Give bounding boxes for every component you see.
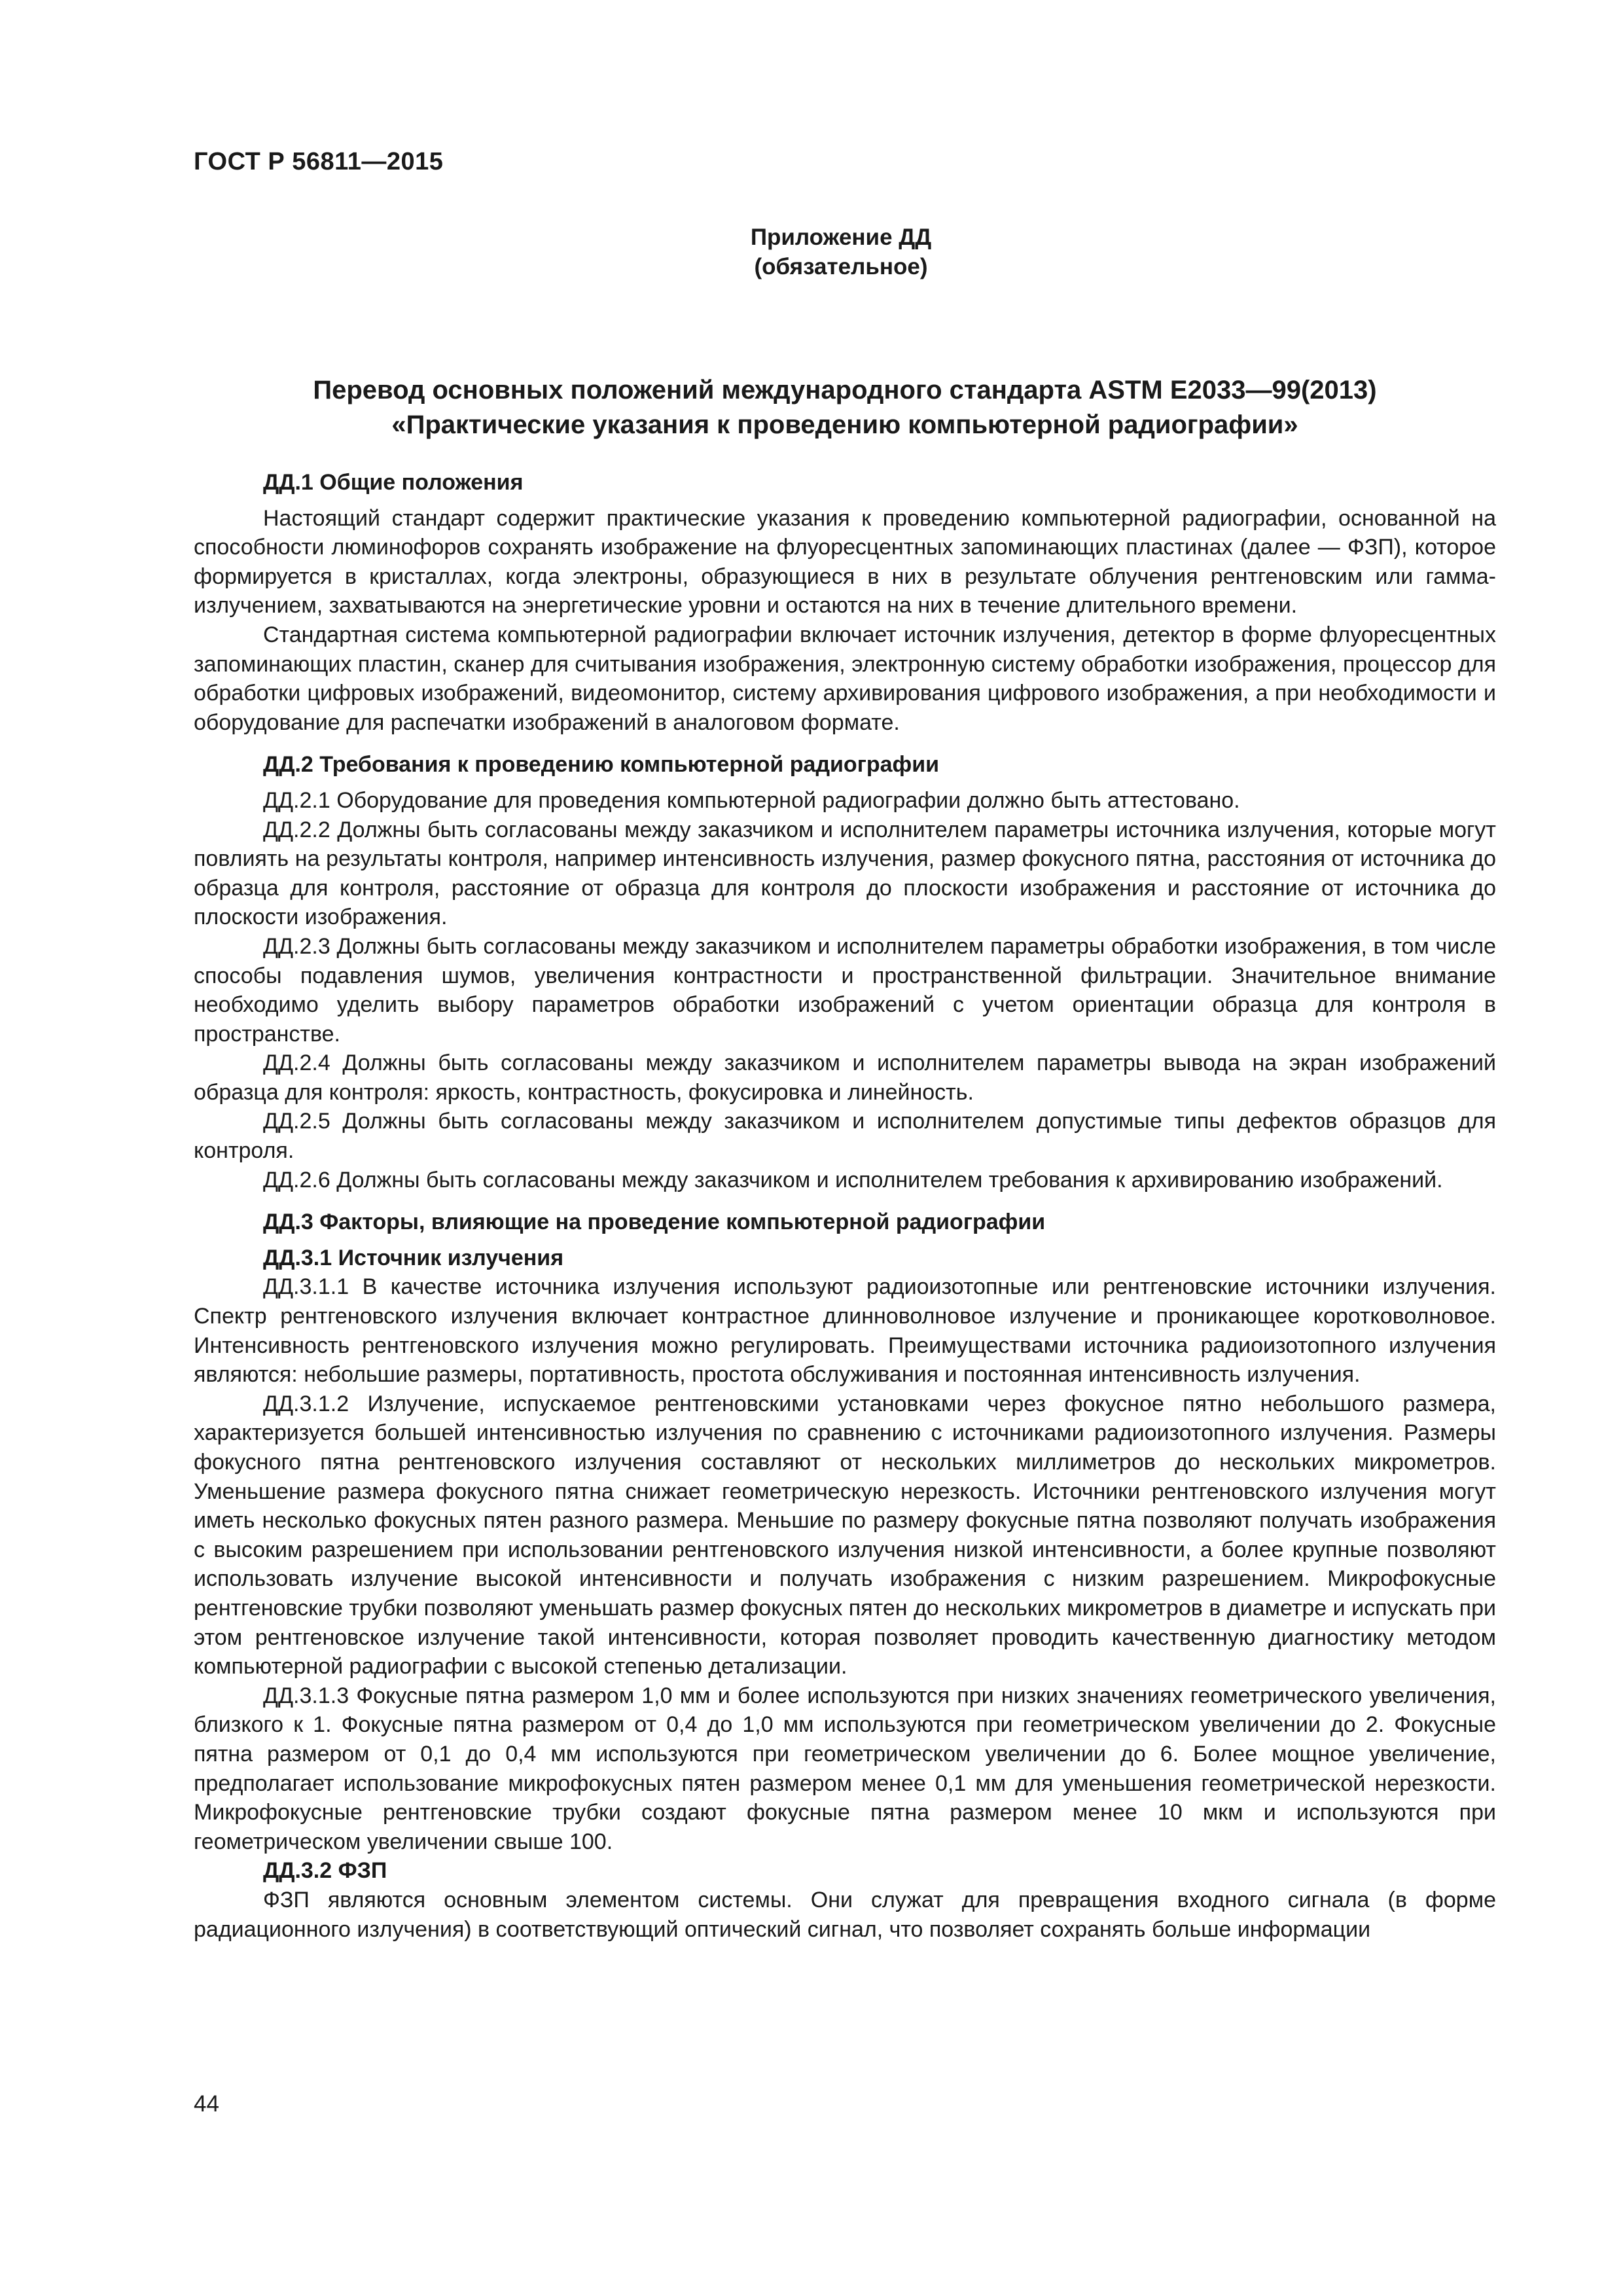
paragraph: ДД.3.1.3 Фокусные пятна размером 1,0 мм и более используются при низких значениях геометрического увеличения, близкого к 1. Фокусные пятна размером от 0,4 до 1,0 мм используются при геометрическом увеличении до 2. Фокусные пятна размером от 0,1 до 0,4 мм используются при геометрическом увеличении до 6. Более мощное увеличение, предполагает использование микрофокусных пятен размером менее 0,1 мм для уменьшения геометрической нерезкости. Микрофокусные рентгеновские трубки создают фокусные пятна размером менее 10 мкм и используются при геометрическом увеличении свыше 100. [194,1683,1496,1854]
paragraph: Настоящий стандарт содержит практические указания к проведению компьютерной радиографии, основанной на способности люминофоров сохранять изображение на флуоресцентных запоминающих пластинах (далее — ФЗП), которое формируется в кристаллах, когда электроны, образующиеся в них в результате облучения рентгеновским или гамма-излучением, захватываются на энергетические уровни и остаются на них в течение длительного времени. [194,505,1496,619]
paragraph: ДД.3.1.2 Излучение, испускаемое рентгеновскими установками через фокусное пятно небольшого размера, характеризуется большей интенсивностью излучения по сравнению с источниками радиоизотопного излучения. Размеры фокусного пятна рентгеновского излучения составляют от нескольких миллиметров до нескольких микрометров. Уменьшение размера фокусного пятна снижает геометрическую нерезкость. Источники рентгеновского излучения могут иметь несколько фокусных пятен разного размера. Меньшие по размеру фокусные пятна позволяют получать изображения с высоким разрешением при использовании рентгеновского излучения низкой интенсивности, а более крупные позволяют использовать излучение высокой интенсивности и получать изображения с низким разрешением. Микрофокусные рентгеновские трубки позволяют уменьшать размер фокусных пятен до нескольких микрометров в диаметре и испускать при этом рентгеновское излучение такой интенсивности, которая позволяет проводить качественную диагностику методом компьютерной радиографии с высокой степенью детализации. [194,1391,1496,1679]
subsection-heading-dd3-2: ДД.3.2 ФЗП [263,1858,387,1884]
title-line-1: Перевод основных положений международного стандарта ASTM E2033—99(2013) [313,376,1377,404]
appendix-status: (обязательное) [754,254,928,279]
section-heading-dd2: ДД.2 Требования к проведению компьютерной радиографии [263,752,940,778]
paragraph: ДД.2.5 Должны быть согласованы между заказчиком и исполнителем допустимые типы дефектов образцов для контроля. [194,1109,1496,1164]
section-heading-dd1: ДД.1 Общие положения [263,470,524,495]
appendix-name: Приложение ДД [750,224,932,250]
document-body [194,468,1496,1944]
standard-code-header: ГОСТ Р 56811—2015 [194,148,444,175]
paragraph: Стандартная система компьютерной радиографии включает источник излучения, детектор в форме флуоресцентных запоминающих пластин, сканер для считывания изображения, электронную систему обработки изображения, процессор для обработки цифровых изображений, видеомонитор, систему архивирования цифрового изображения, а при необходимости и оборудование для распечатки изображений в аналоговом формате. [194,622,1496,735]
paragraph: ДД.2.1 Оборудование для проведения компьютерной радиографии должно быть аттестовано. [263,787,1240,813]
paragraph: ДД.2.4 Должны быть согласованы между заказчиком и исполнителем параметры вывода на экран изображений образца для контроля: яркость, контрастность, фокусировка и линейность. [194,1050,1496,1105]
appendix-title [194,373,1496,442]
page-number: 44 [194,2091,219,2117]
paragraph: ФЗП являются основным элементом системы. Они служат для превращения входного сигнала (в форме радиационного излучения) в соответствующий оптический сигнал, что позволяет сохранять больше информации [194,1887,1496,1942]
paragraph: ДД.2.6 Должны быть согласованы между заказчиком и исполнителем требования к архивированию изображений. [263,1167,1443,1193]
subsection-heading-dd3-1: ДД.3.1 Источник излучения [263,1245,564,1270]
section-heading-dd3: ДД.3 Факторы, влияющие на проведение компьютерной радиографии [263,1210,1046,1235]
paragraph: ДД.3.1.1 В качестве источника излучения используют радиоизотопные или рентгеновские источники излучения. Спектр рентгеновского излучения включает контрастное длинноволновое излучение и проникающее коротковолновое. Интенсивность рентгеновского излучения можно регулировать. Преимуществами источника радиоизотопного излучения являются: небольшие размеры, портативность, простота обслуживания и постоянная интенсивность излучения. [194,1274,1496,1388]
paragraph: ДД.2.3 Должны быть согласованы между заказчиком и исполнителем параметры обработки изображения, в том числе способы подавления шумов, увеличения контрастности и пространственной фильтрации. Значительное внимание необходимо уделить выбору параметров обработки изображений с учетом ориентации образца для контроля в пространстве. [194,933,1496,1047]
appendix-label [0,223,1623,281]
title-line-2: «Практические указания к проведению компьютерной радиографии» [391,410,1298,439]
paragraph: ДД.2.2 Должны быть согласованы между заказчиком и исполнителем параметры источника излучения, которые могут повлиять на результаты контроля, например интенсивность излучения, размер фокусного пятна, расстояния от источника до образца для контроля, расстояние от образца для контроля до плоскости изображения и расстояние от источника до плоскости изображения. [194,817,1496,930]
